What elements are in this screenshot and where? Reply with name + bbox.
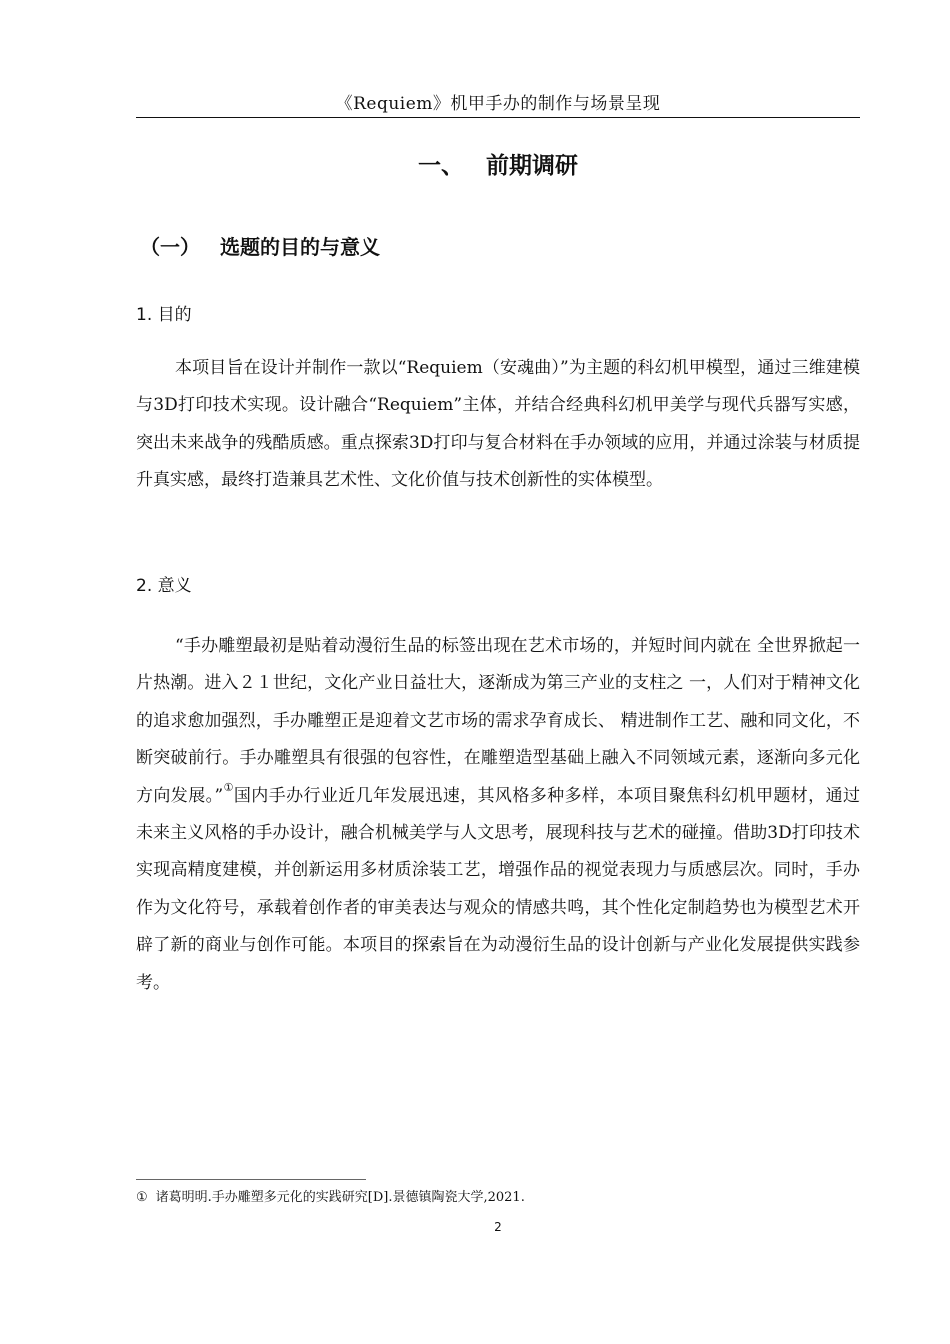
footnote-separator	[136, 1179, 366, 1180]
significance-quote-text: “手办雕塑最初是贴着动漫衍生品的标签出现在艺术市场的，并短时间内就在 全世界掀起一片热潮。进入２１世纪，文化产业日益壮大，逐渐成为第三产业的支柱之 一，人们对于精神文化的追求愈加强烈，手办雕塑正是迎着文艺市场的需求孕育成长、 精进制作工艺、融和同文化，不断突破前行。手办雕塑具有很强的包容性，在雕塑造型基础上融入不同领域元素，逐渐向多元化方向发展。”	[136, 636, 860, 806]
significance-paragraph	[136, 628, 860, 1002]
subheading-purpose: 1. 目的	[136, 305, 192, 325]
header-rule	[136, 117, 860, 118]
footnote-mark: ①	[136, 1190, 148, 1205]
page-number: 2	[494, 1220, 502, 1234]
purpose-paragraph: 本项目旨在设计并制作一款以“Requiem（安魂曲）”为主题的科幻机甲模型，通过三维建模与3D打印技术实现。设计融合“Requiem”主体，并结合经典科幻机甲美学与现代兵器写实感，突出未来战争的残酷质感。重点探索3D打印与复合材料在手办领域的应用，并通过涂装与材质提升真实感，最终打造兼具艺术性、文化价值与技术创新性的实体模型。	[136, 358, 860, 491]
subheading-significance: 2. 意义	[136, 576, 192, 596]
section-number: （一）	[140, 235, 200, 259]
section-title-text: 选题的目的与意义	[220, 235, 380, 259]
section-heading	[140, 232, 380, 262]
footnote-text: 诸葛明明.手办雕塑多元化的实践研究[D].景德镇陶瓷大学,2021.	[155, 1190, 525, 1205]
chapter-title: 一、 前期调研	[417, 153, 578, 179]
footnote-reference[interactable]: ①	[223, 780, 234, 794]
significance-body-text: 国内手办行业近几年发展迅速，其风格多种多样，本项目聚焦科幻机甲题材，通过未来主义风格的手办设计，融合机械美学与人文思考，展现科技与艺术的碰撞。借助3D打印技术实现高精度建模，并创新运用多材质涂装工艺，增强作品的视觉表现力与质感层次。同时，手办作为文化符号，承载着创作者的审美表达与观众的情感共鸣，其个性化定制趋势也为模型艺术开辟了新的商业与创作可能。本项目的探索旨在为动漫衍生品的设计创新与产业化发展提供实践参考。	[136, 785, 860, 993]
running-header: 《Requiem》机甲手办的制作与场景呈现	[335, 94, 661, 114]
footnote	[136, 1189, 525, 1207]
